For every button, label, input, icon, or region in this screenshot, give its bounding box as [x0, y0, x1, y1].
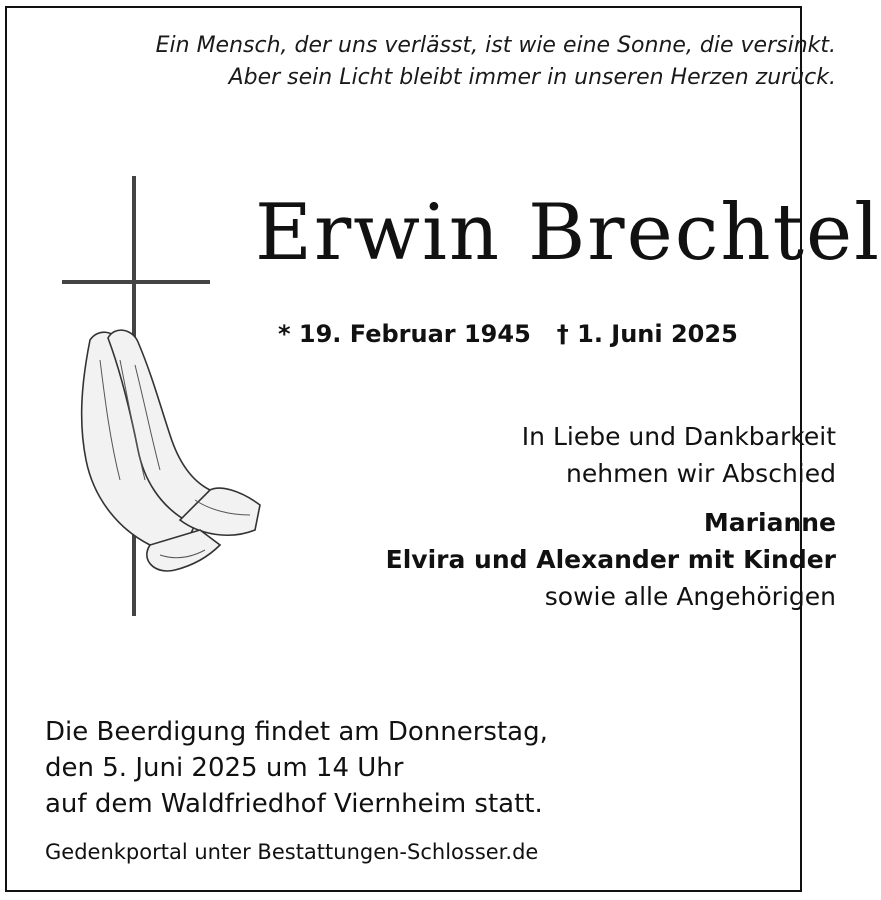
funeral-line-1: Die Beerdigung findet am Donnerstag,	[45, 717, 548, 747]
quote-line-2: Aber sein Licht bleibt immer in unseren Herzen zurück.	[228, 65, 836, 90]
death-date: † 1. Juni 2025	[556, 320, 738, 348]
mourner-line-1: Marianne	[703, 508, 836, 537]
memorial-portal-text: Gedenkportal unter Bestattungen-Schlosser.de	[45, 840, 539, 864]
farewell-line-2: nehmen wir Abschied	[566, 459, 836, 488]
quote-line-1: Ein Mensch, der uns verlässt, ist wie eine Sonne, die versinkt.	[155, 33, 836, 58]
funeral-line-3: auf dem Waldfriedhof Viernheim statt.	[45, 789, 543, 819]
mourner-line-2: Elvira und Alexander mit Kinder	[385, 545, 836, 574]
farewell-line-1: In Liebe und Dankbarkeit	[521, 422, 836, 451]
birth-date: * 19. Februar 1945	[278, 320, 531, 348]
funeral-line-2: den 5. Juni 2025 um 14 Uhr	[45, 753, 404, 783]
life-dates	[278, 320, 764, 348]
deceased-name: Erwin Brechtel	[255, 188, 881, 278]
praying-hands-icon	[60, 320, 270, 590]
funeral-info	[45, 714, 548, 822]
cross-icon-bar	[62, 280, 210, 284]
mourning-block	[386, 418, 836, 615]
mourner-line-3: sowie alle Angehörigen	[544, 582, 836, 611]
memorial-quote	[156, 30, 836, 94]
